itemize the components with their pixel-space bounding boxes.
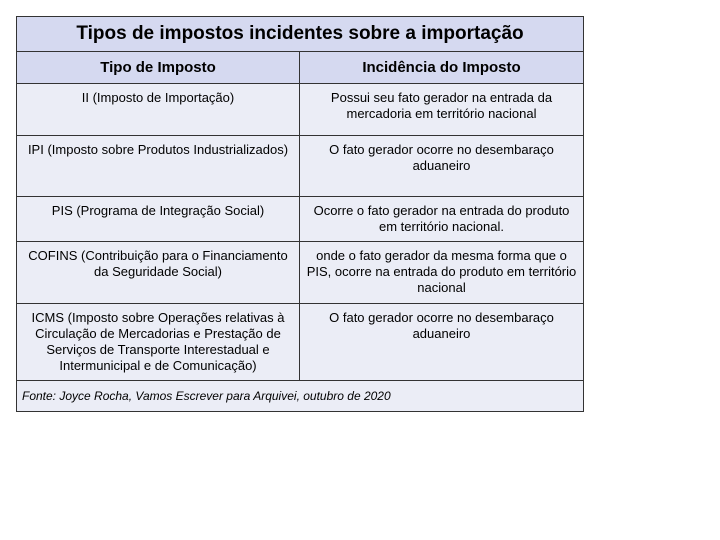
cell-tipo: II (Imposto de Importação) xyxy=(17,84,300,136)
cell-tipo: ICMS (Imposto sobre Operações relativas à Circulação de Mercadorias e Prestação de Serviços de Transporte Interestadual e Intermunicipal e de Comunicação) xyxy=(17,304,300,381)
table-header-row xyxy=(17,52,584,84)
cell-incidencia: O fato gerador ocorre no desembaraço aduaneiro xyxy=(300,136,584,197)
table-title: Tipos de impostos incidentes sobre a importação xyxy=(17,17,584,52)
table-title-row xyxy=(17,17,584,52)
table-row xyxy=(17,84,584,136)
cell-tipo: COFINS (Contribuição para o Financiamento da Seguridade Social) xyxy=(17,242,300,304)
table-row xyxy=(17,242,584,304)
table-source-row xyxy=(17,381,584,412)
table-source: Fonte: Joyce Rocha, Vamos Escrever para Arquivei, outubro de 2020 xyxy=(17,381,584,412)
cell-incidencia: O fato gerador ocorre no desembaraço aduaneiro xyxy=(300,304,584,381)
column-header-tipo: Tipo de Imposto xyxy=(17,52,300,84)
cell-tipo: IPI (Imposto sobre Produtos Industrializados) xyxy=(17,136,300,197)
cell-tipo: PIS (Programa de Integração Social) xyxy=(17,197,300,242)
cell-incidencia: Ocorre o fato gerador na entrada do produto em território nacional. xyxy=(300,197,584,242)
table-row xyxy=(17,197,584,242)
cell-incidencia: onde o fato gerador da mesma forma que o PIS, ocorre na entrada do produto em território nacional xyxy=(300,242,584,304)
table-row xyxy=(17,136,584,197)
column-header-incidencia: Incidência do Imposto xyxy=(300,52,584,84)
table-row xyxy=(17,304,584,381)
tax-table xyxy=(16,16,584,412)
cell-incidencia: Possui seu fato gerador na entrada da mercadoria em território nacional xyxy=(300,84,584,136)
